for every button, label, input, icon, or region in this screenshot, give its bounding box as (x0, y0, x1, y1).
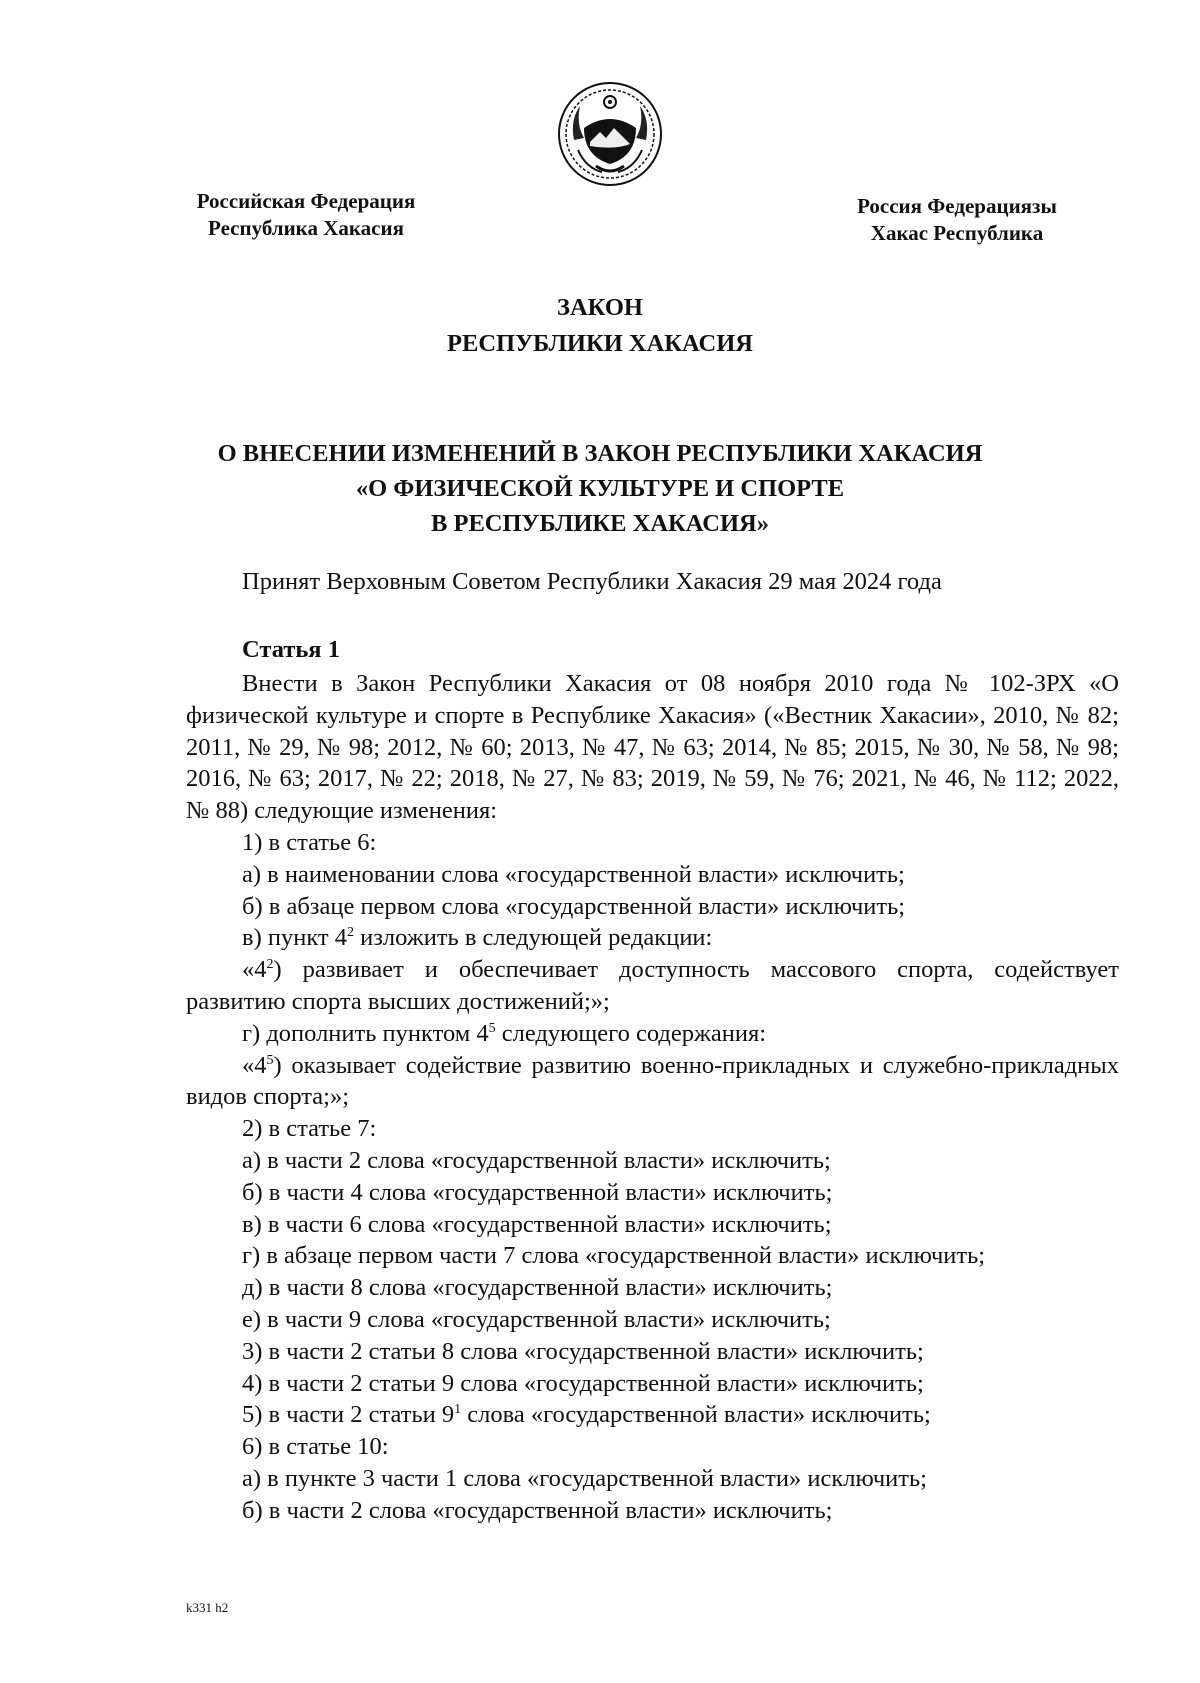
item-2v: в) в части 6 слова «государственной власти» исключить; (242, 1210, 832, 1238)
header-left (170, 188, 442, 242)
item-3: 3) в части 2 статьи 8 слова «государственной власти» исключить; (242, 1337, 924, 1365)
footer-code: k331 h2 (186, 1600, 229, 1615)
item-2b: б) в части 4 слова «государственной власти» исключить; (242, 1178, 833, 1206)
item-6a: а) в пункте 3 части 1 слова «государственной власти» исключить; (242, 1464, 927, 1492)
item-6: 6) в статье 10: (242, 1433, 389, 1461)
header-left-line2: Республика Хакасия (208, 216, 404, 240)
item-1g: г) дополнить пунктом $4^5$ следующего содержания: (242, 1019, 767, 1047)
header-left-line1: Российская Федерация (196, 189, 416, 213)
quote-2: «$4^5$) оказывает содействие развитию военно-прикладных и служебно-прикладных видов спорта;»; (186, 1051, 1119, 1111)
item-4: 4) в части 2 статьи 9 слова «государственной власти» исключить; (242, 1369, 924, 1397)
quote-1: «$4^2$) развивает и обеспечивает доступность массового спорта, содействует развитию спорта высших достижений;»; (186, 956, 1119, 1015)
law-subject-line3: В РЕСПУБЛИКЕ ХАКАСИЯ» (431, 510, 769, 537)
law-title (0, 290, 1200, 362)
item-2: 2) в статье 7: (242, 1115, 377, 1143)
item-1v: в) пункт $4^2$ изложить в следующей редакции: (242, 924, 713, 952)
article-intro: Внести в Закон Республики Хакасия от 08 ноября 2010 года № 102-ЗРХ «О физической культуре и спорте в Республике Хакасия» («Вестник Хакасии», 2010, № 82; 2011, № 29, № 98; 2012, № 60; 2013, № 47, № 63; 2014, № 85; 2015, № 30, № 58, № 98; 2016, № 63; 2017, № 22; 2018, № 27, № 83; 2019, № 59, № 76; 2021, № 46, № 112; 2022, № 88) следующие изменения: (186, 670, 1119, 825)
adoption-note: Принят Верховным Советом Республики Хакасия 29 мая 2024 года (242, 568, 942, 595)
law-subject-line2: «О ФИЗИЧЕСКОЙ КУЛЬТУРЕ И СПОРТЕ (355, 475, 845, 502)
law-subject (0, 436, 1200, 541)
header-right (828, 193, 1086, 247)
law-title-line2: РЕСПУБЛИКИ ХАКАСИЯ (447, 330, 753, 357)
law-subject-line1: О ВНЕСЕНИИ ИЗМЕНЕНИЙ В ЗАКОН РЕСПУБЛИКИ ХАКАСИЯ (217, 440, 983, 467)
item-1b: б) в абзаце первом слова «государственной власти» исключить; (242, 892, 906, 920)
item-2d: д) в части 8 слова «государственной власти» исключить; (242, 1274, 833, 1302)
item-1: 1) в статье 6: (242, 828, 377, 856)
article-heading: Статья 1 (242, 636, 340, 663)
khakassia-coat-of-arms-icon (556, 80, 664, 188)
item-6b: б) в части 2 слова «государственной власти» исключить; (242, 1496, 833, 1524)
article-body (186, 668, 1119, 1527)
item-2a: а) в части 2 слова «государственной власти» исключить; (242, 1146, 831, 1174)
header-right-line1: Россия Федерациязы (857, 194, 1057, 218)
header-right-line2: Хакас Республика (870, 221, 1044, 245)
item-2e: е) в части 9 слова «государственной власти» исключить; (242, 1305, 831, 1333)
item-2g: г) в абзаце первом части 7 слова «государственной власти» исключить; (242, 1242, 986, 1270)
law-title-line1: ЗАКОН (557, 294, 643, 321)
item-1a: а) в наименовании слова «государственной власти» исключить; (242, 860, 905, 888)
item-5: 5) в части 2 статьи $9^1$ слова «государственной власти» исключить; (242, 1401, 931, 1429)
